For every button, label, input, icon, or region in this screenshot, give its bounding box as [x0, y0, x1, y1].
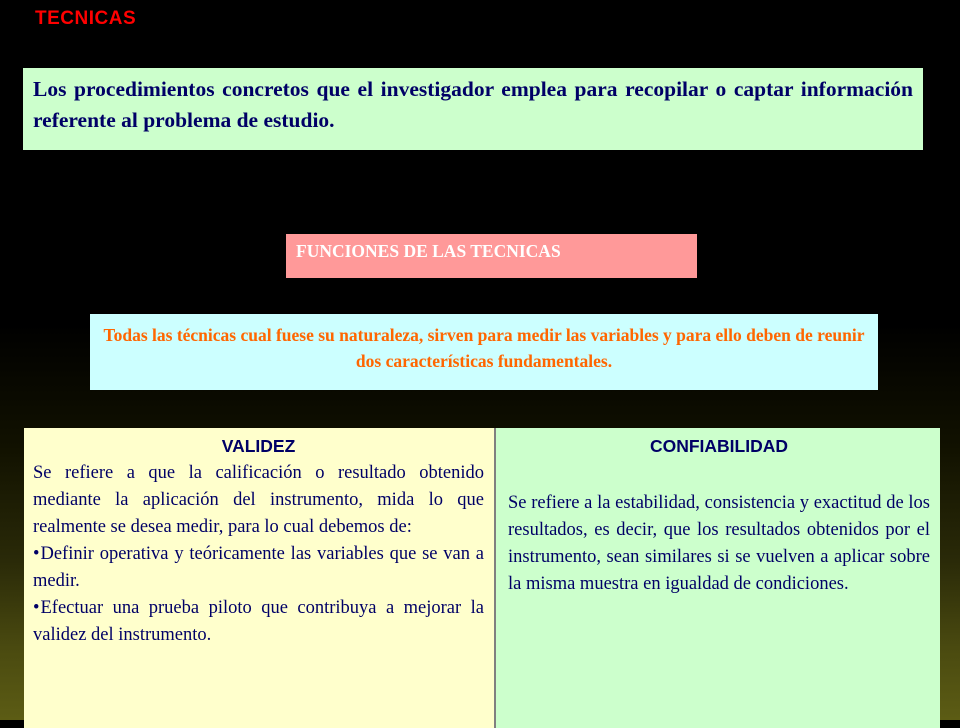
confiabilidad-column [496, 428, 940, 728]
slide-title: TECNICAS [35, 8, 137, 29]
confiabilidad-heading: CONFIABILIDAD [649, 436, 789, 456]
definition-box: Los procedimientos concretos que el investigador emplea para recopilar o captar información referente al problema de estudio. [23, 68, 923, 150]
validez-text: Se refiere a que la calificación o resultado obtenido mediante la aplicación del instrumento, mida lo que realmente se desea medir, para lo cual debemos de: [33, 463, 484, 537]
validez-bullet-text: Definir operativa y teóricamente las variables que se van a medir. [33, 544, 484, 591]
functions-description: Todas las técnicas cual fuese su naturaleza, sirven para medir las variables y para ello deben de reunir dos características fundamentales. [90, 314, 878, 390]
confiabilidad-text: Se refiere a la estabilidad, consistencia y exactitud de los resultados, es decir, que los resultados obtenidos por el instrumento, sean similares si se vuelven a aplicar sobre la misma muestra en igualdad de condiciones. [508, 493, 930, 594]
validez-bullet: •Definir operativa y teóricamente las variables que se van a medir. [33, 544, 484, 591]
validez-bullet-text: Efectuar una prueba piloto que contribuya a mejorar la validez del instrumento. [33, 598, 484, 645]
validez-column [24, 428, 496, 728]
validez-heading: VALIDEZ [221, 436, 296, 456]
comparison-table [24, 428, 940, 728]
functions-heading: FUNCIONES DE LAS TECNICAS [286, 234, 697, 278]
validez-bullet: •Efectuar una prueba piloto que contribuya a mejorar la validez del instrumento. [33, 598, 484, 645]
